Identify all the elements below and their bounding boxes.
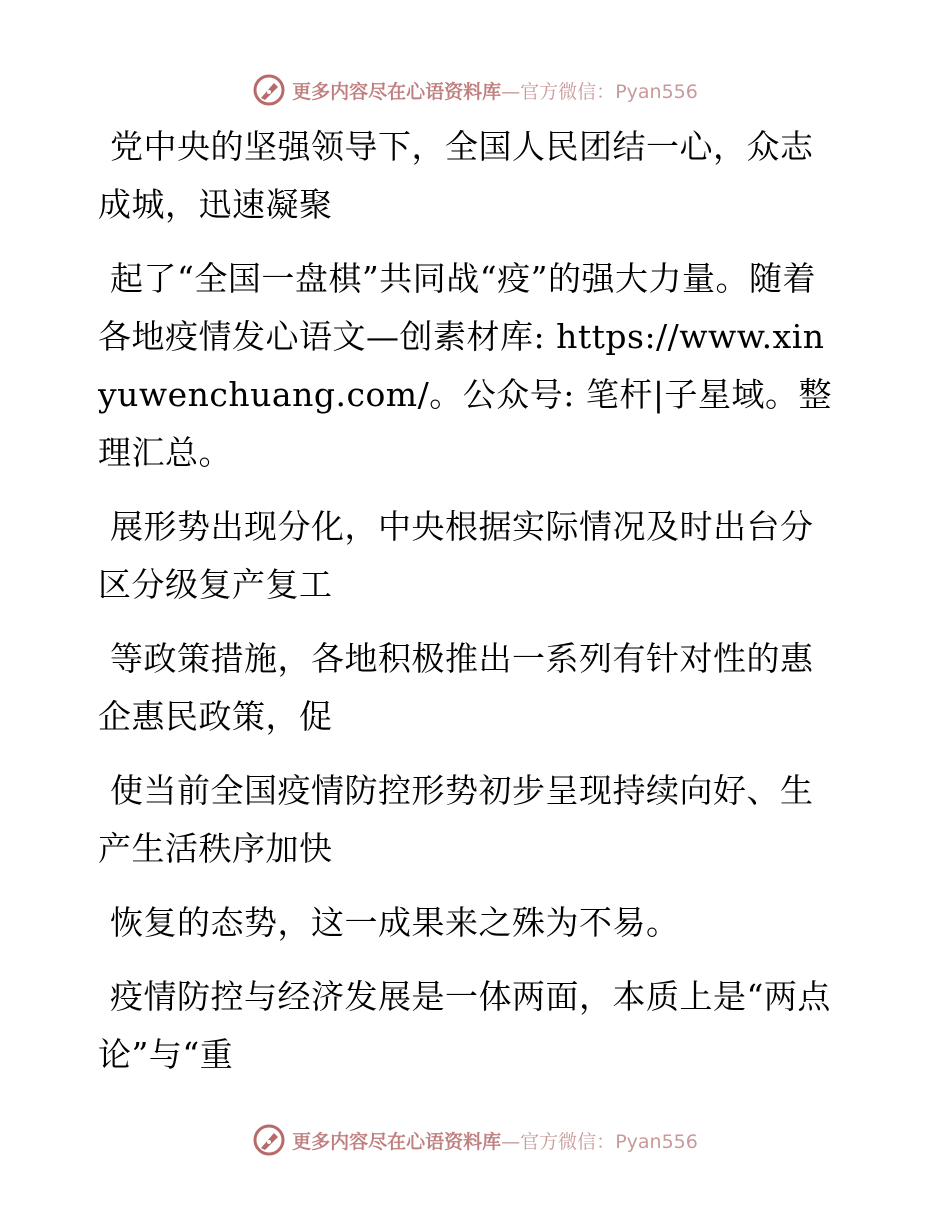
paragraph-text: 恢复的态势，这一成果来之殊为不易。 bbox=[110, 903, 680, 942]
watermark-separator: — bbox=[501, 80, 521, 103]
paragraph-6 bbox=[98, 894, 838, 952]
paragraph-text: 使当前全国疫情防控形势初步呈现持续向好、生产生活秩序加快 bbox=[98, 771, 814, 868]
pen-nib-circle-icon bbox=[252, 1123, 286, 1157]
paragraph-4 bbox=[98, 630, 838, 746]
watermark-wechat-id: Pyan556 bbox=[615, 1130, 698, 1153]
paragraph-text: 疫情防控与经济发展是一体两面，本质上是“两点论”与“重 bbox=[98, 977, 831, 1074]
header-watermark bbox=[0, 70, 950, 110]
watermark-brand: 更多内容尽在心语资料库 bbox=[292, 80, 502, 103]
watermark-separator: — bbox=[501, 1130, 521, 1153]
paragraph-text: 起了“全国一盘棋”共同战“疫”的强大力量。随着各地疫情发心语文—创素材库: https://www.xinyuwenchuang.com/。公众号: 笔杆|子星域。整理汇总。 bbox=[98, 259, 832, 472]
pen-nib-circle-icon bbox=[252, 73, 286, 107]
paragraph-text: 党中央的坚强领导下，全国人民团结一心，众志成城，迅速凝聚 bbox=[98, 127, 814, 224]
paragraph-text: 展形势出现分化，中央根据实际情况及时出台分区分级复产复工 bbox=[98, 507, 814, 604]
paragraph-7 bbox=[98, 968, 838, 1084]
watermark-official: 官方微信： bbox=[520, 80, 616, 103]
paragraph-1 bbox=[98, 118, 838, 234]
watermark-text bbox=[292, 1127, 698, 1154]
document-body bbox=[98, 118, 838, 1100]
watermark-brand: 更多内容尽在心语资料库 bbox=[292, 1130, 502, 1153]
watermark-wechat-id: Pyan556 bbox=[615, 80, 698, 103]
watermark-official: 官方微信： bbox=[520, 1130, 616, 1153]
paragraph-2 bbox=[98, 250, 838, 482]
paragraph-3 bbox=[98, 498, 838, 614]
paragraph-5 bbox=[98, 762, 838, 878]
footer-watermark bbox=[0, 1120, 950, 1160]
paragraph-text: 等政策措施，各地积极推出一系列有针对性的惠企惠民政策，促 bbox=[98, 639, 814, 736]
watermark-text bbox=[292, 77, 698, 104]
